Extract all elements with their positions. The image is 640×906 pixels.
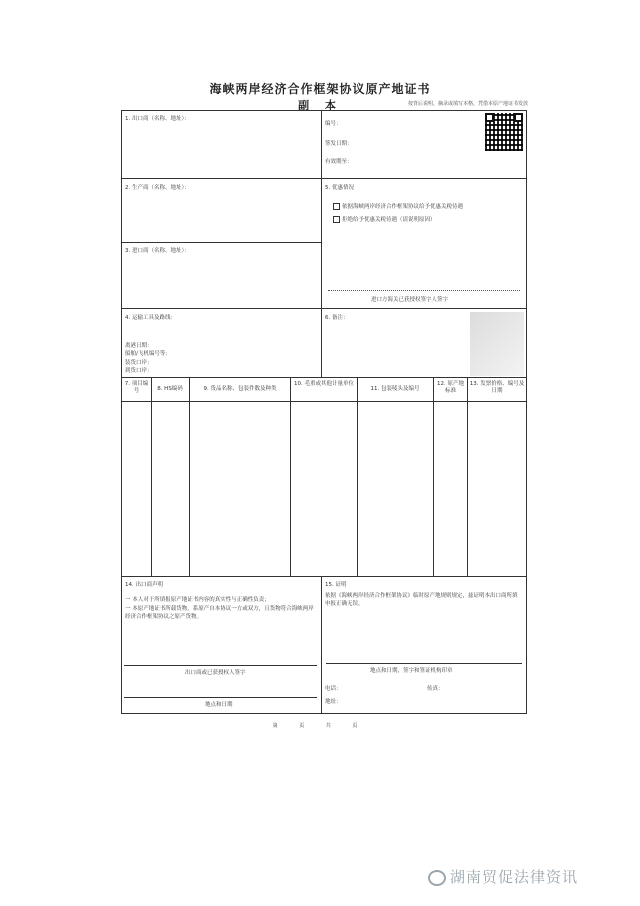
transport-label: 4. 运输工具及路线： [125, 315, 176, 321]
producer-label: 2. 生产商（名称、地址）： [125, 185, 190, 191]
watermark [428, 866, 578, 887]
certification-text: 依据《海峡两岸经济合作框架协议》临时原产地规则规定，兹证明本出口商所填申报正确无误。 [325, 593, 518, 607]
qr-code [485, 113, 523, 151]
fax-label: 传真： [427, 686, 444, 692]
col-marks: 11. 包装唛头及编号 [370, 386, 420, 392]
certifier-sign-label: 地点和日期，签字和签证机构印章 [370, 668, 453, 674]
option-text: 拒绝给予优惠关税待遇（请说明原因） [342, 217, 436, 223]
declaration-text-2: 一 本原产地证书所载货物，系原产自本协议一方或双方，且货物符合海峡两岸经济合作框架协议之原产货物。 [125, 606, 314, 620]
cert-no-label: 编号： [325, 121, 342, 127]
option-text: 依据海峡两岸经济合作框架协议给予优惠关税待遇 [342, 204, 464, 210]
document-title: 海峡两岸经济合作框架协议原产地证书 [209, 82, 431, 96]
address-label: 地址： [325, 699, 342, 705]
date-line [124, 697, 317, 698]
exporter-sign-label: 出口商或已获授权人签字 [185, 670, 246, 676]
remarks-label: 6. 备注： [325, 315, 349, 321]
col-item-no: 7. 项目编号 [124, 381, 149, 394]
customs-sign-label: 进口方海关已获授权签字人签字 [371, 297, 449, 303]
importer-label: 3. 进口商（名称、地址）： [125, 248, 190, 254]
col-hs-code: 8. HS编码 [157, 386, 183, 392]
divider [121, 242, 321, 243]
divider [189, 377, 190, 576]
divider [121, 308, 527, 309]
divider [433, 377, 434, 576]
phone-label: 电话： [325, 686, 342, 692]
divider [321, 576, 322, 714]
col-invoice: 13. 发票价格、编号及日期 [469, 381, 525, 394]
signature-line [328, 290, 520, 291]
declaration-text-1: 一 本人对于所填报原产地证书内容的真实性与正确性负责； [125, 597, 270, 603]
wechat-icon [428, 870, 446, 886]
loading-port-label: 装货口岸： [125, 360, 153, 366]
header-note: 按背后说明，摘录或填写本格，凭借本原产地证书发放 [407, 101, 528, 107]
preference-option-2 [333, 215, 436, 223]
declaration-label: 14. 出口商声明 [125, 582, 163, 588]
divider [467, 377, 468, 576]
col-origin-criterion: 12. 原产地标准 [437, 381, 464, 394]
issue-date-label: 签发日期： [325, 141, 353, 147]
divider [321, 110, 322, 377]
stamp-mark [470, 312, 524, 376]
signature-line [326, 663, 522, 664]
validity-label: 有效期至： [325, 159, 353, 165]
page-footer: 第 页 共 页 [272, 723, 368, 729]
arrival-port-label: 到货口岸： [125, 368, 153, 374]
signature-line [124, 665, 317, 666]
divider [121, 178, 527, 179]
col-goods-description: 9. 货品名称、包装件数及种类 [203, 386, 277, 392]
copy-label: 副 本 [298, 99, 342, 112]
divider [151, 377, 152, 576]
preference-label: 5. 优惠情况 [325, 185, 354, 191]
depart-date-label: 离港日期： [125, 343, 153, 349]
certification-label: 15. 证明 [325, 582, 347, 588]
exporter-label: 1. 出口商（名称、地址）： [125, 116, 190, 122]
vessel-label: 船舶/飞机编号等： [125, 351, 171, 357]
preference-option-1 [333, 202, 463, 210]
divider [290, 377, 291, 576]
watermark-text: 湖南贸促法律资讯 [450, 868, 579, 886]
exporter-date-label: 地点和日期 [205, 702, 233, 708]
checkbox[interactable] [333, 216, 340, 223]
col-gross-weight: 10. 毛重或其他计量单位 [294, 381, 354, 387]
divider [121, 576, 527, 577]
checkbox[interactable] [333, 203, 340, 210]
divider [357, 377, 358, 576]
